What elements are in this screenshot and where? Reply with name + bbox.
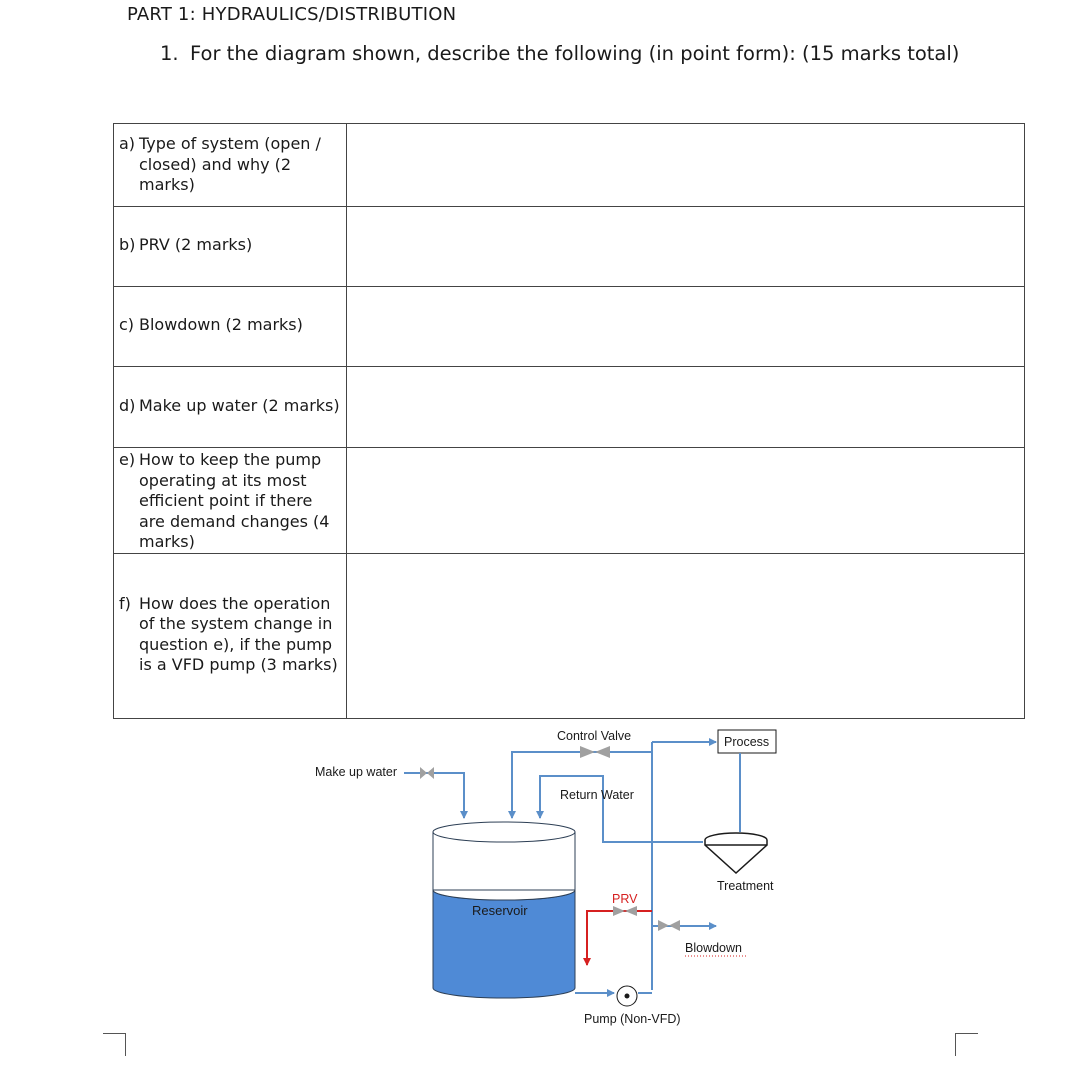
page-corner-mark-left: [103, 1033, 126, 1056]
page-corner-mark-right: [955, 1033, 978, 1056]
row-text: Make up water (2 marks): [139, 396, 340, 415]
question-number: 1.: [160, 42, 179, 65]
control-valve-label: Control Valve: [557, 729, 632, 743]
row-letter: d): [119, 396, 136, 415]
row-letter: e): [119, 450, 136, 469]
question-text: For the diagram shown, describe the following (in point form): (15 marks total): [190, 42, 960, 65]
pump-center-dot: [625, 994, 630, 999]
prv-bypass-pipe: [587, 911, 652, 965]
blowdown-label: Blowdown: [685, 941, 742, 955]
row-letter: f): [119, 593, 131, 613]
treatment-unit: [705, 833, 767, 873]
blowdown-valve-icon: [658, 920, 680, 931]
make-up-water-valve: [420, 767, 434, 779]
process-label: Process: [724, 735, 770, 749]
row-text: Blowdown (2 marks): [139, 315, 303, 334]
row-text: Type of system (open / closed) and why (2 marks): [139, 134, 321, 194]
prv-valve-icon: [613, 906, 637, 916]
control-valve-line: [512, 752, 652, 818]
control-valve-icon: [580, 746, 610, 758]
prv-label: PRV: [612, 892, 638, 906]
make-up-water-pipe: [404, 773, 464, 818]
row-text: PRV (2 marks): [139, 235, 253, 254]
tank-rim: [433, 822, 575, 842]
row-letter: a): [119, 134, 136, 153]
make-up-water-label: Make up water: [315, 765, 397, 779]
row-text: How does the operation of the system change in question e), if the pump is a VFD pump (3 marks): [139, 593, 338, 674]
row-letter: c): [119, 315, 135, 334]
pump-label: Pump (Non-VFD): [584, 1012, 681, 1026]
return-water-label: Return Water: [560, 788, 634, 802]
row-letter: b): [119, 235, 136, 254]
row-text: How to keep the pump operating at its most efficient point if there are demand changes (4 marks): [139, 450, 330, 551]
reservoir-label: Reservoir: [472, 903, 528, 918]
treatment-label: Treatment: [717, 879, 774, 893]
part-title: PART 1: HYDRAULICS/DISTRIBUTION: [127, 4, 457, 25]
